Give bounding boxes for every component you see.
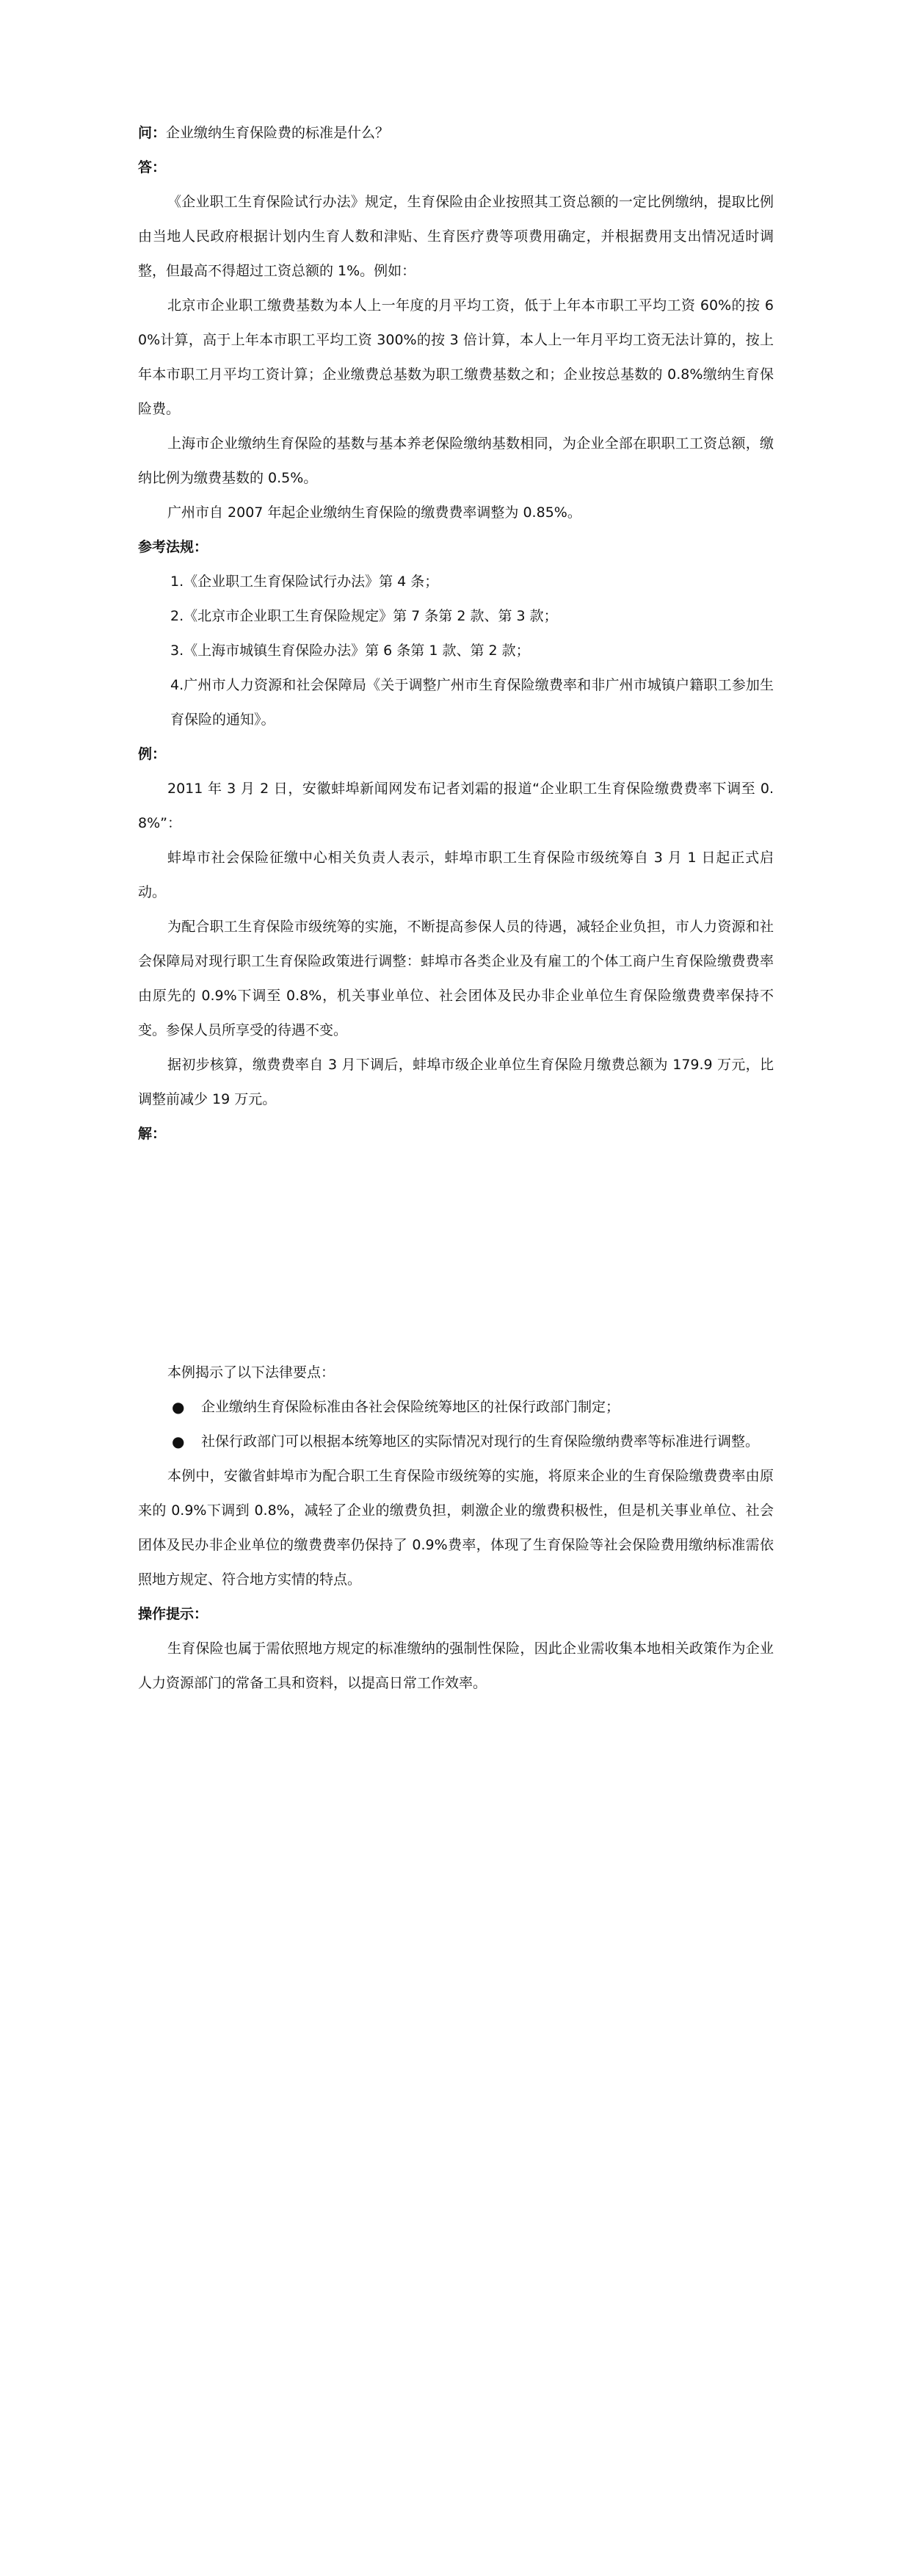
question-text: 企业缴纳生育保险费的标准是什么？ [166, 125, 390, 141]
solution-bullet-2 [138, 1425, 774, 1459]
tips-heading: 操作提示： [138, 1606, 208, 1622]
example-paragraph-3: 为配合职工生育保险市级统筹的实施，不断提高参保人员的待遇，减轻企业负担，市人力资源和社会保障局对现行职工生育保险政策进行调整：蚌埠市各类企业及有雇工的个体工商户生育保险缴费费率由原先的 0.9%下调至 0.8%，机关事业单位、社会团体及民办非企业单位生育保险缴费费率保持不变。参保人员所享受的待遇不变。 [138, 919, 774, 1038]
bullet-dot-icon: ● [172, 1433, 185, 1450]
solution-bullet-2-text: 社保行政部门可以根据本统筹地区的实际情况对现行的生育保险缴纳费率等标准进行调整。 [201, 1433, 760, 1450]
question-label: 问： [138, 125, 167, 141]
bullet-dot-icon: ● [172, 1398, 185, 1416]
solution-bullet-1 [138, 1390, 774, 1425]
solution-bullet-1-text: 企业缴纳生育保险标准由各社会保险统筹地区的社保行政部门制定； [201, 1399, 620, 1415]
reference-item-3: 3.《上海市城镇生育保险办法》第 6 条第 1 款、第 2 款； [170, 643, 530, 659]
reference-item-2: 2.《北京市企业职工生育保险规定》第 7 条第 2 款、第 3 款； [170, 608, 558, 624]
blank-space [138, 1151, 774, 1356]
tips-text: 生育保险也属于需依照地方规定的标准缴纳的强制性保险，因此企业需收集本地相关政策作为企业人力资源部门的常备工具和资料，以提高日常工作效率。 [138, 1640, 774, 1691]
solution-conclusion: 本例中，安徽省蚌埠市为配合职工生育保险市级统筹的实施，将原来企业的生育保险缴费费率由原来的 0.9%下调到 0.8%，减轻了企业的缴费负担，刺激企业的缴费积极性，但是机关事业单位、社会团体及民办非企业单位的缴费费率仍保持了 0.9%费率，体现了生育保险等社会保险费用缴纳标准需依照地方规定、符合地方实情的特点。 [138, 1468, 774, 1588]
question-line [138, 116, 774, 151]
reference-item-1: 1.《企业职工生育保险试行办法》第 4 条； [170, 574, 439, 590]
example-heading: 例： [138, 746, 167, 762]
answer-paragraph-beijing: 北京市企业职工缴费基数为本人上一年度的月平均工资，低于上年本市职工平均工资 60%的按 60%计算，高于上年本市职工平均工资 300%的按 3 倍计算，本人上一年月平均工资无法计算的，按上年本市职工月平均工资计算；企业缴费总基数为职工缴费基数之和；企业按总基数的 0.8%缴纳生育保险费。 [138, 297, 774, 417]
solution-intro: 本例揭示了以下法律要点： [167, 1364, 335, 1381]
example-paragraph-1: 2011 年 3 月 2 日，安徽蚌埠新闻网发布记者刘霜的报道“企业职工生育保险缴费费率下调至 0.8%”： [138, 781, 774, 831]
solution-heading: 解： [138, 1126, 167, 1142]
answer-paragraph-guangzhou: 广州市自 2007 年起企业缴纳生育保险的缴费费率调整为 0.85%。 [167, 504, 581, 521]
example-paragraph-4: 据初步核算，缴费费率自 3 月下调后，蚌埠市级企业单位生育保险月缴费总额为 179.9 万元，比调整前减少 19 万元。 [138, 1057, 774, 1107]
answer-paragraph-shanghai: 上海市企业缴纳生育保险的基数与基本养老保险缴纳基数相同，为企业全部在职职工工资总额，缴纳比例为缴费基数的 0.5%。 [138, 435, 774, 486]
answer-paragraph-1: 《企业职工生育保险试行办法》规定，生育保险由企业按照其工资总额的一定比例缴纳，提取比例由当地人民政府根据计划内生育人数和津贴、生育医疗费等项费用确定，并根据费用支出情况适时调整，但最高不得超过工资总额的 1%。例如： [138, 194, 774, 279]
example-paragraph-2: 蚌埠市社会保险征缴中心相关负责人表示，蚌埠市职工生育保险市级统筹自 3 月 1 日起正式启动。 [138, 850, 774, 900]
document-body [138, 116, 774, 1701]
references-heading: 参考法规： [138, 539, 208, 555]
reference-item-4: 4.广州市人力资源和社会保障局《关于调整广州市生育保险缴费率和非广州市城镇户籍职工参加生育保险的通知》。 [170, 677, 774, 728]
answer-heading: 答： [138, 159, 167, 176]
